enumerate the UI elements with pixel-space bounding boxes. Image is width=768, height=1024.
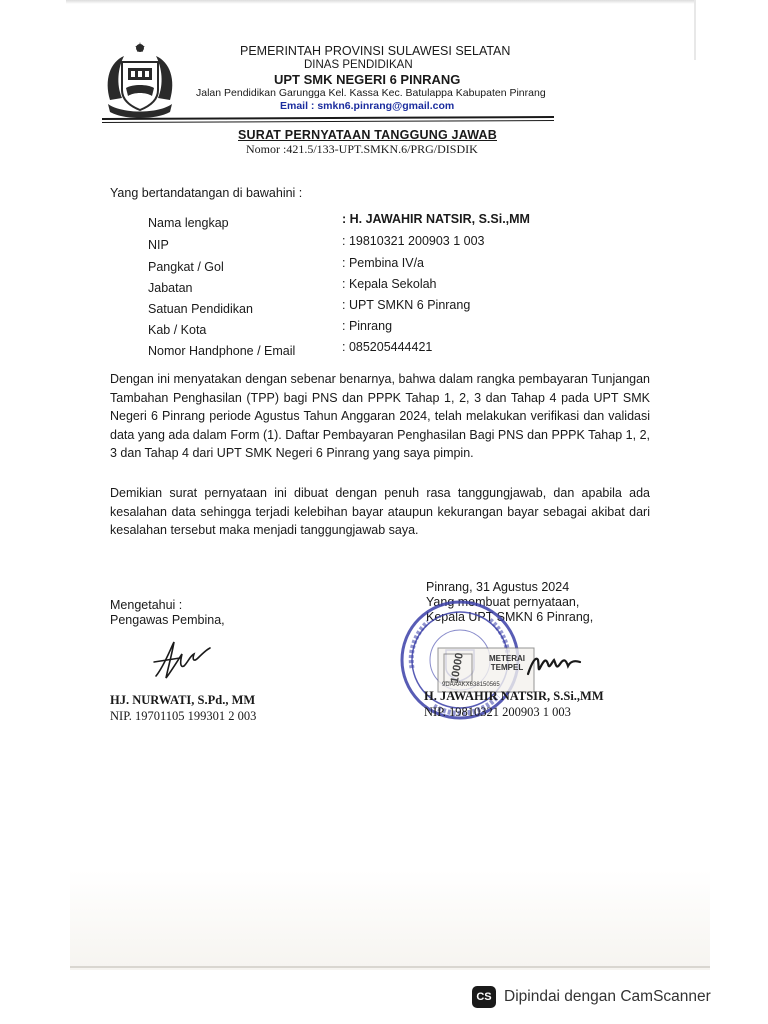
field-value-rank: : Pembina IV/a: [342, 256, 424, 270]
field-label-name: Nama lengkap: [148, 216, 229, 230]
letterhead-government: PEMERINTAH PROVINSI SULAWESI SELATAN: [240, 44, 511, 58]
declarant-label: Yang membuat pernyataan,: [426, 595, 580, 609]
scan-shadow: [70, 870, 710, 970]
letterhead-address: Jalan Pendidikan Garungga Kel. Kassa Kec. Batulappa Kabupaten Pinrang: [196, 87, 546, 99]
intro-text: Yang bertandatangan di bawahini :: [110, 186, 303, 200]
supervisor-title: Pengawas Pembina,: [110, 613, 225, 627]
scan-edge-right: [694, 0, 696, 60]
letterhead-email: Email : smkn6.pinrang@gmail.com: [280, 100, 455, 112]
supervisor-signature-icon: [150, 636, 214, 684]
field-value-name: : H. JAWAHIR NATSIR, S.Si.,MM: [342, 212, 530, 226]
scan-edge-top: [66, 0, 696, 4]
camscanner-watermark: [472, 982, 754, 1012]
headmaster-name: H. JAWAHIR NATSIR, S.Si.,MM: [424, 689, 604, 703]
letterhead-divider-thin: [102, 120, 554, 123]
supervisor-nip: NIP. 19701105 199301 2 003: [110, 709, 257, 723]
closing-paragraph: Demikian surat pernyataan ini dibuat dengan penuh rasa tanggungjawab, dan apabila ada kesalahan data sehingga terjadi kelebihan bayar ataupun kekurangan bayar sebagai akibat dari kesalahan tersebut maka menjadi tanggungjawab saya.: [110, 486, 650, 537]
acknowledged-label: Mengetahui :: [110, 598, 183, 612]
field-label-unit: Satuan Pendidikan: [148, 302, 253, 316]
meterai-label: METERAI TEMPEL: [489, 654, 525, 672]
field-value-city: : Pinrang: [342, 319, 393, 333]
field-value-nip: : 19810321 200903 1 003: [342, 234, 485, 248]
statement-paragraph: Dengan ini menyatakan dengan sebenar benarnya, bahwa dalam rangka pembayaran Tunjangan Tambahan Penghasilan (TPP) bagi PNS dan PPPK Tahap 1, 2, 3 dan Tahap 4 pada UPT SMK Negeri 6 Pinrang periode Agustus Tahun Anggaran 2024, telah melakukan verifikasi dan validasi data yang ada dalam Form (1). Daftar Pembayaran Penghasilan Bagi PNS dan PPPK Tahap 1, 2, 3 dan Tahap 4 dari UPT SMK Negeri 6 Pinrang yang saya pimpin.: [110, 372, 650, 460]
headmaster-title: Kepala UPT SMKN 6 Pinrang,: [426, 610, 594, 624]
camscanner-text: Dipindai dengan CamScanner: [504, 988, 711, 1005]
field-label-contact: Nomor Handphone / Email: [148, 344, 296, 358]
supervisor-name: HJ. NURWATI, S.Pd., MM: [110, 693, 256, 707]
field-value-contact: : 085205444421: [342, 340, 433, 354]
field-label-position: Jabatan: [148, 281, 193, 295]
field-value-unit: : UPT SMKN 6 Pinrang: [342, 298, 471, 312]
document-title: SURAT PERNYATAAN TANGGUNG JAWAB: [238, 128, 497, 142]
headmaster-signature-icon: [526, 650, 582, 680]
field-label-nip: NIP: [148, 238, 169, 252]
field-label-city: Kab / Kota: [148, 323, 207, 337]
meterai-value: 10000: [448, 651, 466, 685]
letterhead-department: DINAS PENDIDIKAN: [304, 59, 413, 71]
scan-bottom-edge: [70, 966, 710, 968]
field-value-position: : Kepala Sekolah: [342, 277, 437, 291]
provincial-crest-icon: [102, 40, 178, 120]
place-date: Pinrang, 31 Agustus 2024: [426, 580, 570, 594]
camscanner-logo-icon: CS: [472, 986, 496, 1008]
document-number: Nomor :421.5/133-UPT.SMKN.6/PRG/DISDIK: [246, 142, 478, 156]
headmaster-nip: NIP. 19810321 200903 1 003: [424, 705, 571, 719]
field-label-rank: Pangkat / Gol: [148, 260, 224, 274]
letterhead-school: UPT SMK NEGERI 6 PINRANG: [274, 72, 461, 87]
revenue-stamp: [436, 646, 536, 694]
meterai-serial: 9DAAAKX638150565: [442, 682, 500, 688]
